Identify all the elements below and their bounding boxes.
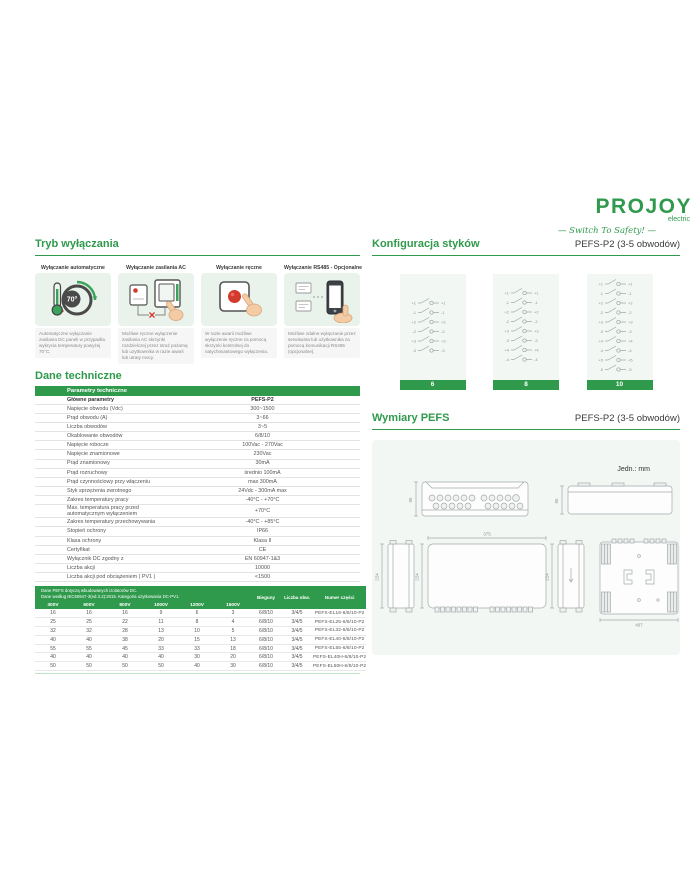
mode-card-title: Wyłączanie ręczne [216,265,262,271]
svg-text:-3: -3 [505,338,509,343]
tech-table-row [35,573,360,582]
dimensions-section-header [372,412,680,430]
svg-text:-4: -4 [534,357,538,362]
tech-row-value: CE [258,546,267,553]
ratings-voltage-header: 600V [71,601,107,610]
tech-row-label: Styk sprzężenia zwrotnego [67,487,132,494]
svg-text:+1: +1 [597,281,603,286]
dimensions-model-label: PEFS-P2 (3-5 obwodów) [574,413,680,424]
ratings-current-cell: 20 [143,636,179,645]
svg-text:-3: -3 [598,328,603,334]
contact-count-badge: 6 [400,380,466,390]
ratings-current-cell: 13 [143,627,179,636]
tech-table-row [35,460,360,469]
contacts-section-header [372,238,680,256]
tech-table-row [35,432,360,441]
tech-row-value: 10000 [255,564,270,571]
dim-back-width: 407 [635,622,643,628]
tech-table-row [35,469,360,478]
tech-row-value: Klasa II [253,537,272,544]
ratings-current-cell: 40 [179,662,215,671]
tech-subheader-value: PEFS-P2 [251,396,274,403]
ratings-circuits-cell: 3/4/5 [281,609,313,618]
left-column [35,238,367,674]
ratings-poles-cell: 6/8/10 [251,653,281,662]
tech-row-value: 6/8/10 [255,433,270,440]
svg-text:-3: -3 [440,347,445,353]
contact-switch-svg [498,287,554,367]
ratings-current-cell: 32 [35,627,71,636]
tech-table [35,396,360,582]
ratings-current-cell: 40 [71,636,107,645]
svg-text:+1: +1 [534,290,539,296]
tech-section-title: Dane techniczne [35,369,122,382]
ratings-current-cell: 3 [215,609,251,618]
ratings-col-poles: Bieguny [251,586,281,609]
dim-front-width: 375 [483,531,491,537]
ratings-current-cell: 8 [179,618,215,627]
mode-card-ac [118,264,194,364]
ratings-poles-cell: 6/8/10 [251,618,281,627]
contact-diagram [587,274,653,380]
tech-row-value: -40°C - +85°C [245,519,280,526]
svg-text:-5: -5 [627,366,632,372]
mode-card-title: Wyłączanie RS485 - Opcjonalne [284,265,363,271]
ratings-current-cell: 40 [143,653,179,662]
svg-text:-5: -5 [598,366,603,372]
svg-text:+3: +3 [627,319,633,324]
svg-text:-3: -3 [411,347,416,353]
svg-text:+3: +3 [504,328,509,334]
ratings-current-cell: 6 [179,609,215,618]
mode-card-manual [201,264,277,364]
tech-row-value: EN 60947-1&3 [244,555,281,562]
dim-sideB-height: 224 [544,573,550,581]
svg-text:-2: -2 [627,309,632,315]
tech-row-label: Okablowanie obwodów [67,433,123,440]
dim-side-top-height: 95 [554,498,559,504]
tech-row-label: Prąd obwodu (A) [67,414,108,421]
tech-row-label: Liczba akcji [67,564,95,571]
svg-text:-1: -1 [627,290,632,296]
tech-row-label: Liczba akcji pod obciążeniem ( PV1 ) [67,573,156,580]
ratings-part-cell: PEFS-EL32-6/8/10-P2 [313,627,366,636]
tech-table-subheader [35,396,360,405]
ratings-circuits-cell: 3/4/5 [281,653,313,662]
ratings-current-cell: 40 [107,653,143,662]
right-column [372,238,680,655]
ratings-current-cell: 40 [35,653,71,662]
ac-breaker-icon [118,273,194,326]
svg-text:+5: +5 [597,357,603,362]
tech-row-label: Prąd czynnościowy przy włączeniu [67,478,150,485]
ratings-current-cell: 11 [143,618,179,627]
tech-table-row [35,450,360,459]
svg-text:-2: -2 [411,328,416,334]
ratings-part-cell: PEFS-EL16-6/8/10-P2 [313,609,366,618]
ratings-current-cell: 45 [107,645,143,654]
ratings-current-cell: 13 [215,636,251,645]
contacts-section-title: Konfiguracja styków [372,238,480,250]
dimensions-panel [372,440,680,655]
svg-text:+3: +3 [534,328,539,334]
tech-row-value: IP66 [256,528,269,535]
tech-row-label: Zakres temperatury przechowywania [67,519,156,526]
tech-row-label: Napięcie obwodu (Vdc) [67,405,123,412]
svg-text:+4: +4 [597,338,603,343]
ratings-current-cell: 10 [179,627,215,636]
ratings-voltage-header: 1500V [215,601,251,610]
tech-table-row [35,505,360,518]
svg-text:-4: -4 [505,357,509,362]
ratings-current-cell: 40 [35,636,71,645]
ratings-circuits-cell: 3/4/5 [281,662,313,671]
mode-card-title: Wyłączanie zasilania AC [126,265,186,271]
tech-table-row [35,555,360,564]
ratings-current-cell: 40 [71,653,107,662]
tech-subheader-label: Główne parametry [67,396,115,403]
ratings-circuits-cell: 3/4/5 [281,618,313,627]
tech-row-value: średnio 100mA [244,469,281,476]
tech-row-label: Klasa ochrony [67,537,102,544]
ratings-current-cell: 4 [215,618,251,627]
tech-table-row [35,518,360,527]
svg-text:-4: -4 [598,347,603,353]
tech-row-label: Prąd znamionowy [67,460,110,467]
tech-table-row [35,478,360,487]
brand-tagline: — Switch To Safety! — [557,226,657,236]
svg-text:-2: -2 [598,309,603,315]
ratings-voltage-header: 1200V [179,601,215,610]
tech-table-row [35,405,360,414]
contact-diagram [400,274,466,380]
svg-text:-3: -3 [534,338,538,343]
tech-row-value: 3~5 [257,424,268,431]
dim-front-height: 224 [414,573,420,581]
tech-row-value: 30mA [255,460,270,467]
svg-text:-2: -2 [505,319,509,324]
tech-row-value: +70°C [254,508,271,515]
ratings-part-cell: PEFS-EL40-6/8/10-P2 [313,636,366,645]
mode-card-automatic [35,264,111,364]
ratings-note-line1: Dane PEFS dotyczą wbudowanych izolatorów DC. [41,588,138,594]
tech-table-row [35,441,360,450]
tech-table-row [35,487,360,496]
tech-row-value: 24Vdc - 300mA max [238,487,287,494]
svg-text:+2: +2 [597,300,603,305]
tech-row-value: 300~1500 [250,405,275,412]
svg-text:+2: +2 [410,319,416,324]
ratings-current-cell: 15 [179,636,215,645]
mode-card-title: Wyłączanie automatyczne [41,265,105,271]
tech-row-value: 100Vac - 270Vac [242,442,283,449]
mode-card-rs485 [284,264,363,364]
tech-row-label: Wyłącznik DC zgodny z [67,555,124,562]
svg-text:-4: -4 [627,347,632,353]
contact-config-cards [372,274,680,390]
ratings-circuits-cell: 3/4/5 [281,645,313,654]
svg-text:+5: +5 [627,357,633,362]
ratings-voltage-header: 800V [107,601,143,610]
svg-text:-2: -2 [440,328,445,334]
ratings-current-cell: 20 [215,653,251,662]
contact-count-badge: 8 [493,380,559,390]
ratings-poles-cell: 6/8/10 [251,662,281,671]
tech-row-value: -40°C - +70°C [245,496,280,503]
svg-text:70°: 70° [66,296,78,303]
ratings-current-cell: 50 [143,662,179,671]
svg-text:+2: +2 [534,309,539,315]
ratings-current-cell: 30 [215,662,251,671]
tech-row-label: Liczba obwodów [67,424,107,431]
ratings-current-cell: 50 [35,662,71,671]
contacts-model-label: PEFS-P2 (3-5 obwodów) [574,239,680,250]
tech-table-row [35,423,360,432]
mode-card-description: W razie awarii możliwe wyłączenie ręczne za pomocą skrzynki kontrolnej do natychmiastowego wyłączenia. [201,328,277,358]
mode-card-description: Możliwe zdalne wyłączanie przez serwisanta lub użytkownika za pomocą komunikacji RS485 (opcjonalne). [284,328,360,358]
ratings-current-cell: 32 [71,627,107,636]
tech-row-label: Certyfikat [67,546,90,553]
dim-sideA-height: 224 [374,573,380,581]
ratings-current-cell: 55 [71,645,107,654]
ratings-current-cell: 33 [179,645,215,654]
ratings-part-cell: PEFS-EL40H-6/8/10-P2 [313,653,366,662]
svg-text:-1: -1 [440,309,445,315]
ratings-voltage-header: 1000V [143,601,179,610]
ratings-current-cell: 33 [143,645,179,654]
tech-row-label: Napięcie robocze [67,442,109,449]
shutdown-section-title: Tryb wyłączania [35,238,119,250]
ratings-part-cell: PEFS-EL50H-6/8/10-P2 [313,662,366,671]
ratings-col-part: Numer części [313,586,366,609]
ratings-table [35,586,367,674]
tech-row-label: Zakres temperatury pracy [67,496,129,503]
svg-text:+2: +2 [504,309,509,315]
ratings-col-circuits: Liczba obw. [281,586,313,609]
svg-text:+4: +4 [534,347,539,353]
mode-card-description: Automatyczne wyłączanie zasilania DC paneli w przypadku wykrycia temperatury powyżej 70°C. [35,328,111,358]
contact-card-8 [493,274,559,390]
ratings-current-cell: 30 [179,653,215,662]
ratings-circuits-cell: 3/4/5 [281,636,313,645]
tech-row-label: Max. temperatura pracy przed automatycznym wyłączeniem [67,504,139,518]
svg-text:-1: -1 [411,309,416,315]
ratings-current-cell: 5 [215,627,251,636]
svg-text:+3: +3 [440,338,446,343]
tech-row-value: 3~66 [256,414,269,421]
brand-logo [522,196,692,236]
tech-row-label: Prąd rozruchowy [67,469,108,476]
ratings-part-cell: PEFS-EL55-6/8/10-P2 [313,645,366,654]
svg-text:-2: -2 [534,319,538,324]
ratings-current-cell: 25 [71,618,107,627]
ratings-note [35,586,251,601]
tech-table-row [35,537,360,546]
thermometer-70-icon [35,273,111,326]
ratings-part-cell: PEFS-EL25-6/8/10-P2 [313,618,366,627]
ratings-current-cell: 25 [35,618,71,627]
svg-text:+1: +1 [440,300,446,305]
ratings-current-cell: 16 [107,609,143,618]
tech-row-label: Stopień ochrony [67,528,106,535]
contact-count-badge: 10 [587,380,653,390]
svg-text:+4: +4 [627,338,633,343]
ratings-current-cell: 16 [35,609,71,618]
svg-text:+3: +3 [597,319,603,324]
ratings-poles-cell: 6/8/10 [251,645,281,654]
tech-row-value: max 300mA [248,478,277,485]
svg-text:-1: -1 [598,290,603,296]
ratings-current-cell: 38 [107,636,143,645]
ratings-current-cell: 22 [107,618,143,627]
contact-card-6 [400,274,466,390]
shutdown-section-header [35,238,360,256]
tech-table-row [35,414,360,423]
shutdown-mode-cards [35,264,363,364]
ratings-note-line2: Dane według IEC60947-3(ed.3.2):2015. Kategoria użytkowania DC-PV1. [41,593,180,599]
svg-text:+4: +4 [504,347,509,353]
brand-name: PROJOY [595,195,692,218]
svg-text:+1: +1 [410,300,416,305]
manual-button-icon [201,273,277,326]
ratings-current-cell: 18 [215,645,251,654]
ratings-poles-cell: 6/8/10 [251,609,281,618]
ratings-poles-cell: 6/8/10 [251,636,281,645]
svg-text:+2: +2 [440,319,446,324]
svg-text:-1: -1 [534,300,538,305]
tech-table-row [35,564,360,573]
ratings-current-cell: 9 [143,609,179,618]
contact-switch-svg [405,297,461,358]
svg-text:-1: -1 [505,300,509,305]
svg-text:+1: +1 [504,290,509,296]
svg-text:+1: +1 [627,281,633,286]
ratings-current-cell: 50 [71,662,107,671]
contact-switch-svg [592,278,648,377]
contact-card-10 [587,274,653,390]
svg-text:+3: +3 [410,338,416,343]
brand-subtitle: electric [667,216,690,223]
tech-row-value: <1500 [254,573,271,580]
ratings-poles-cell: 6/8/10 [251,627,281,636]
dimension-drawings [372,440,680,655]
tech-row-value: 230Vac [253,451,272,458]
ratings-circuits-cell: 3/4/5 [281,627,313,636]
tech-row-label: Napięcie znamionowe [67,451,120,458]
dimensions-section-title: Wymiary PEFS [372,412,450,424]
unit-label: Jedn.: mm [617,466,650,473]
contact-diagram [493,274,559,380]
rs485-phone-icon [284,273,360,326]
ratings-current-cell: 50 [107,662,143,671]
ratings-current-cell: 55 [35,645,71,654]
tech-table-header-bar: Parametry techniczne [35,386,360,396]
tech-table-rows [35,405,360,582]
ratings-voltage-header: 300V [35,601,71,610]
tech-table-row [35,496,360,505]
dim-top-height: 95 [408,497,413,503]
tech-table-row [35,527,360,536]
ratings-current-cell: 28 [107,627,143,636]
tech-table-row [35,546,360,555]
svg-text:-3: -3 [627,328,632,334]
mode-card-description: Możliwe ręczne wyłączenie zasilania AC skrzynki rozdzielczej przez straż pożarną lub użytkownika w razie awarii lub utraty mocy. [118,328,194,364]
ratings-current-cell: 16 [71,609,107,618]
svg-text:+2: +2 [627,300,633,305]
